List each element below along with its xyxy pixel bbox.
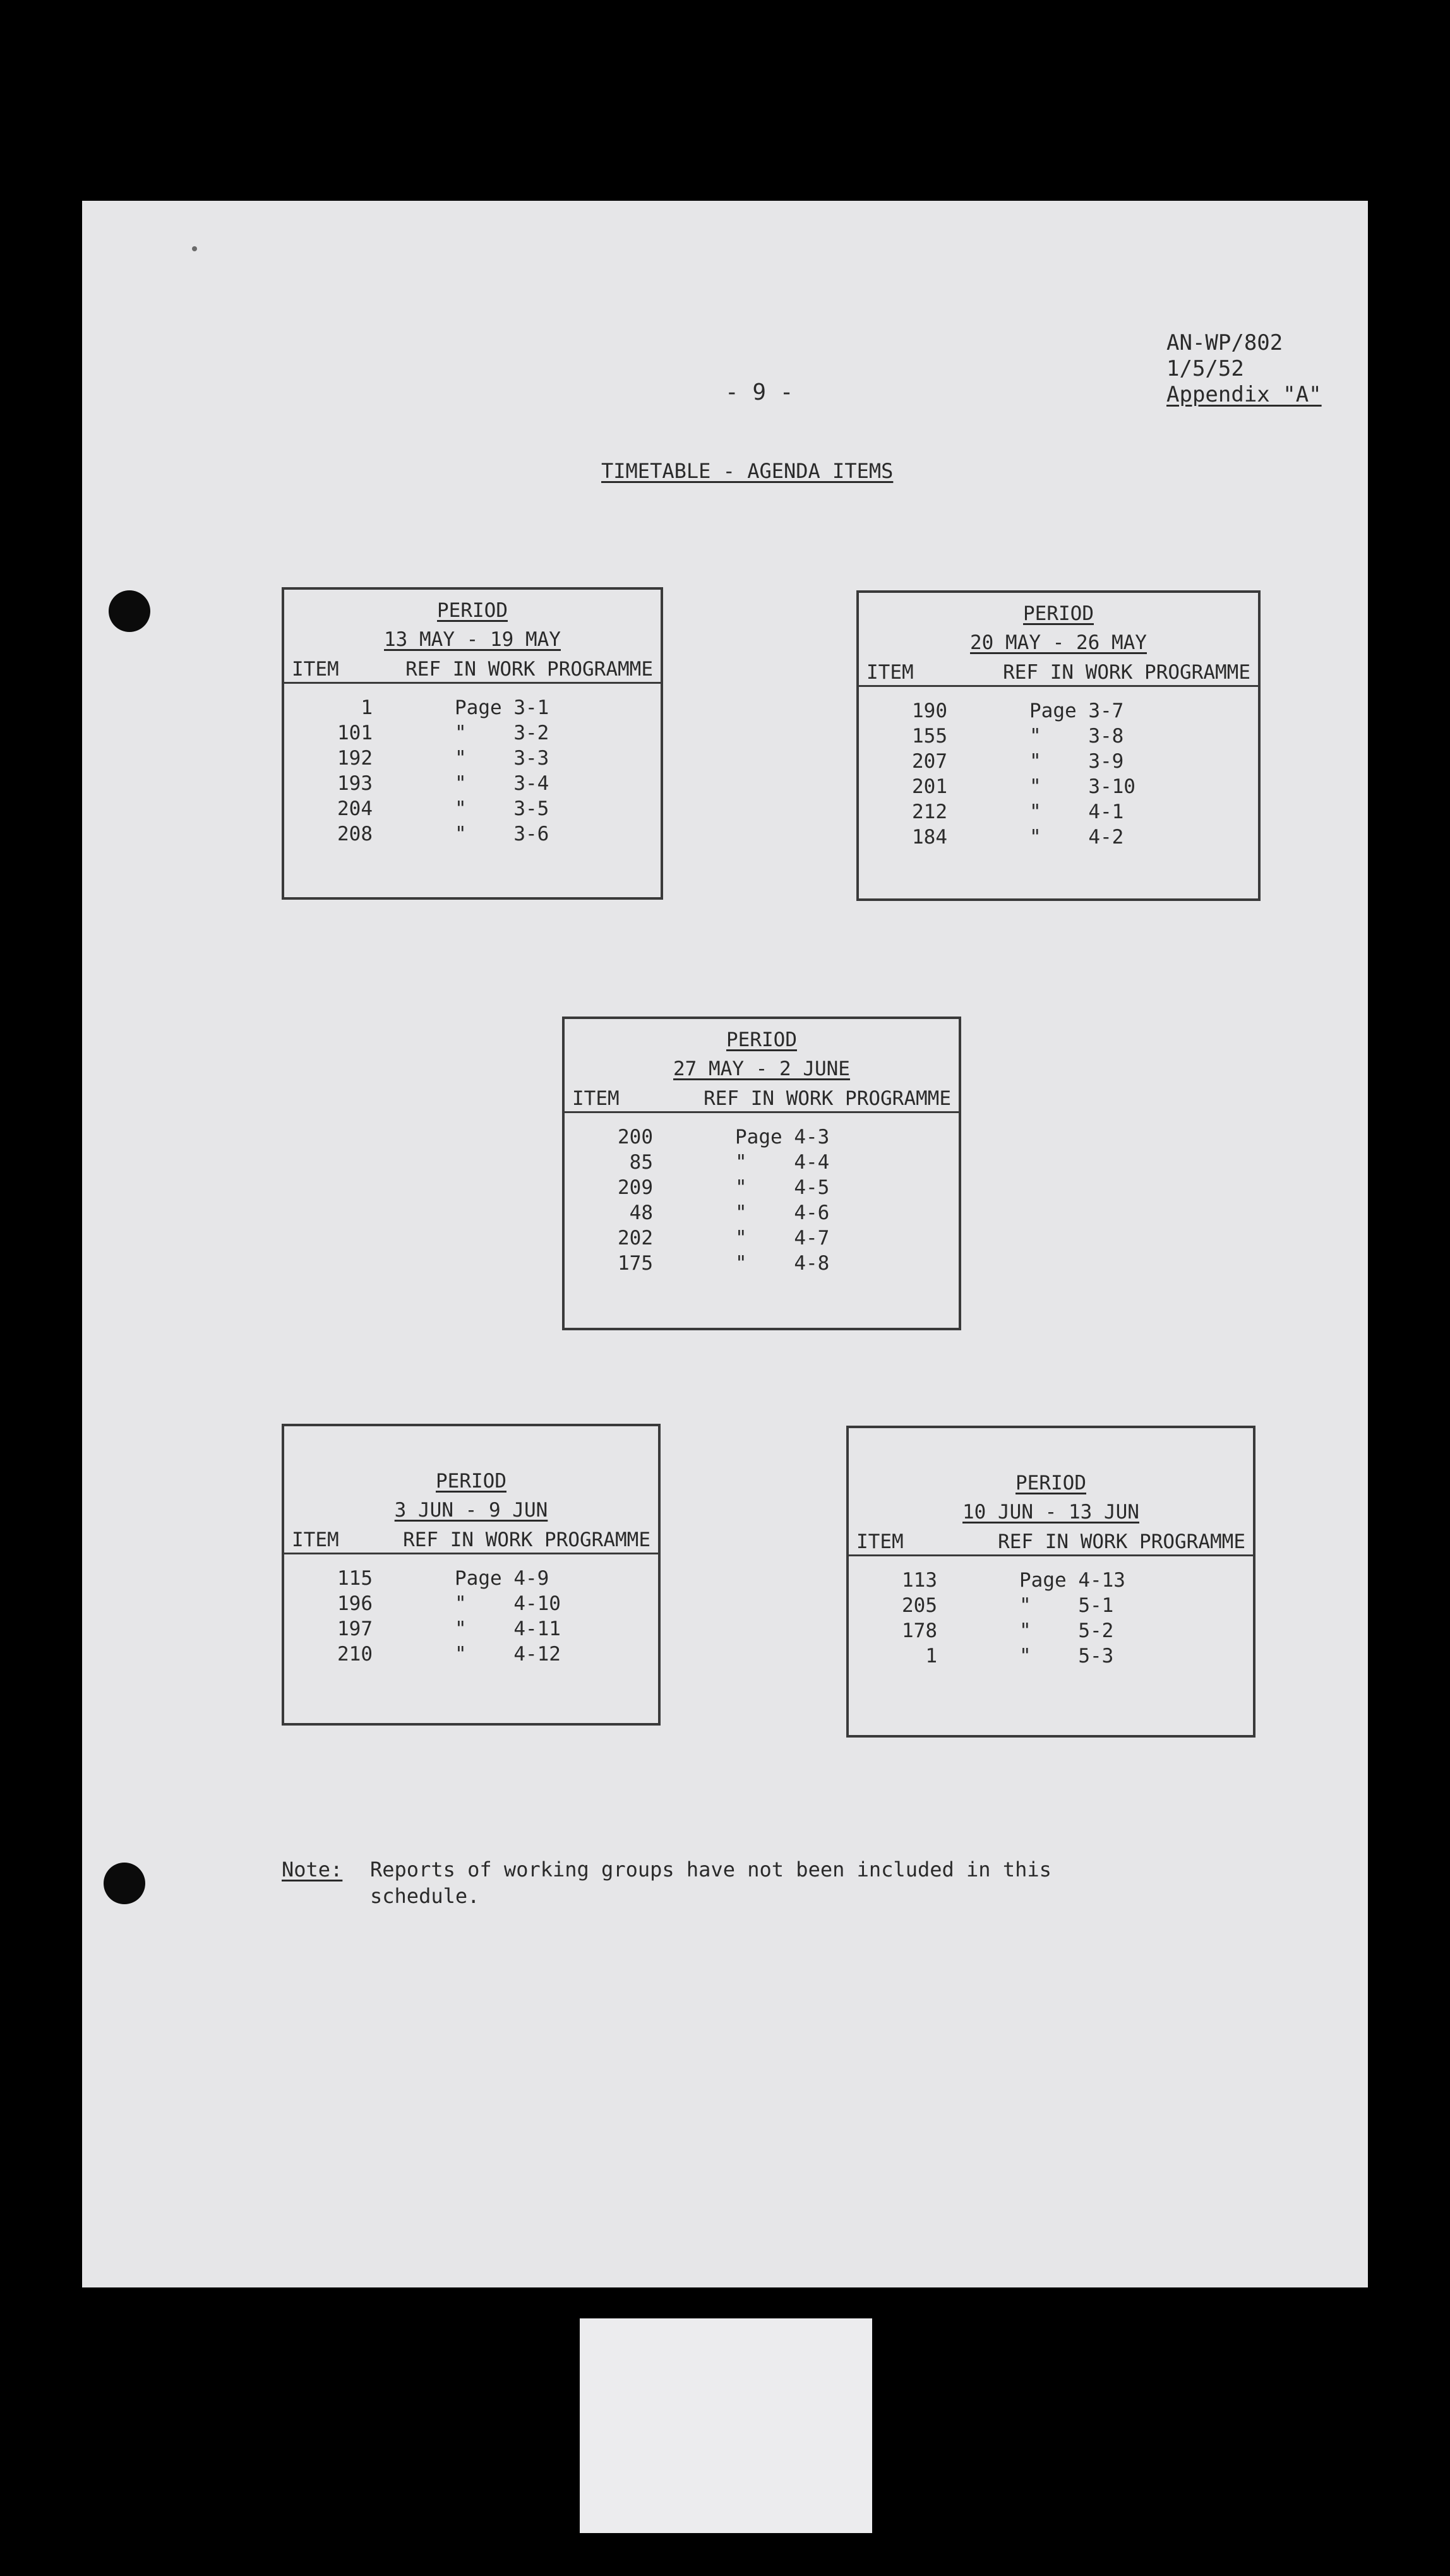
note-label: Note:: [282, 1857, 343, 1881]
page-title: TIMETABLE - AGENDA ITEMS: [601, 459, 894, 483]
item-header: ITEM: [856, 1530, 904, 1553]
table-row: 1 Page 3-1: [361, 696, 549, 719]
table-row: 85 " 4-4: [629, 1151, 830, 1174]
table-row: 205 " 5-1: [902, 1594, 1114, 1617]
table-row: 196 " 4-10: [337, 1592, 561, 1615]
blank-slip: [580, 2318, 872, 2533]
table-row: 192 " 3-3: [337, 747, 549, 770]
period-label: PERIOD: [437, 599, 508, 622]
ref-header: REF IN WORK PROGRAMME: [998, 1530, 1245, 1553]
table-row: 113 Page 4-13: [902, 1569, 1125, 1592]
period-range: 10 JUN - 13 JUN: [962, 1501, 1139, 1524]
table-row: 184 " 4-2: [912, 826, 1124, 849]
column-header: [849, 1529, 1253, 1556]
table-row: 190 Page 3-7: [912, 700, 1124, 722]
item-header: ITEM: [572, 1087, 620, 1110]
table-row: 207 " 3-9: [912, 750, 1124, 773]
column-header: [284, 657, 661, 684]
appendix-label: Appendix "A": [1166, 382, 1322, 407]
table-row: 1 " 5-3: [925, 1645, 1114, 1667]
punch-hole: [104, 1863, 145, 1904]
period-rows: [284, 695, 661, 847]
table-row: 212 " 4-1: [912, 801, 1124, 823]
column-header: [565, 1086, 959, 1113]
period-box-3: [562, 1017, 961, 1330]
table-row: 208 " 3-6: [337, 823, 549, 845]
item-header: ITEM: [292, 1529, 339, 1551]
ref-header: REF IN WORK PROGRAMME: [704, 1087, 951, 1110]
column-header: [859, 660, 1258, 687]
table-row: 200 Page 4-3: [618, 1126, 830, 1148]
item-header: ITEM: [866, 661, 914, 684]
period-rows: [284, 1566, 658, 1667]
period-range: 27 MAY - 2 JUNE: [673, 1058, 850, 1080]
period-label: PERIOD: [1016, 1472, 1086, 1494]
table-row: 101 " 3-2: [337, 722, 549, 744]
ref-header: REF IN WORK PROGRAMME: [1003, 661, 1250, 684]
page-number: - 9 -: [725, 379, 794, 405]
document-reference: [1166, 330, 1322, 408]
table-row: 209 " 4-5: [618, 1176, 830, 1199]
schedule-note: [282, 1856, 1096, 1909]
ref-header: REF IN WORK PROGRAMME: [405, 658, 653, 681]
period-range: 3 JUN - 9 JUN: [394, 1499, 548, 1522]
period-range: 20 MAY - 26 MAY: [970, 631, 1147, 654]
period-box-4: [282, 1424, 661, 1726]
period-rows: [859, 698, 1258, 850]
table-row: 210 " 4-12: [337, 1643, 561, 1666]
table-row: 193 " 3-4: [337, 772, 549, 795]
period-label: PERIOD: [726, 1029, 797, 1051]
table-row: 48 " 4-6: [629, 1202, 830, 1224]
period-box-1: [282, 587, 663, 900]
period-box-5: [846, 1426, 1255, 1738]
paper-speck: [192, 246, 197, 251]
table-row: 201 " 3-10: [912, 775, 1135, 798]
table-row: 204 " 3-5: [337, 797, 549, 820]
period-rows: [849, 1568, 1253, 1669]
period-label: PERIOD: [436, 1470, 506, 1493]
table-row: 115 Page 4-9: [337, 1567, 549, 1590]
period-label: PERIOD: [1023, 602, 1094, 625]
doc-ref-number: AN-WP/802: [1166, 330, 1283, 355]
doc-date: 1/5/52: [1166, 356, 1244, 381]
punch-hole: [109, 590, 150, 632]
note-text: Reports of working groups have not been included in this schedule.: [370, 1857, 1052, 1908]
table-row: 155 " 3-8: [912, 725, 1124, 748]
item-header: ITEM: [292, 658, 339, 681]
period-rows: [565, 1124, 959, 1276]
column-header: [284, 1527, 658, 1554]
period-range: 13 MAY - 19 MAY: [384, 628, 561, 651]
ref-header: REF IN WORK PROGRAMME: [403, 1529, 650, 1551]
period-box-2: [856, 590, 1261, 901]
table-row: 202 " 4-7: [618, 1227, 830, 1249]
table-row: 175 " 4-8: [618, 1252, 830, 1275]
table-row: 178 " 5-2: [902, 1619, 1114, 1642]
table-row: 197 " 4-11: [337, 1618, 561, 1640]
